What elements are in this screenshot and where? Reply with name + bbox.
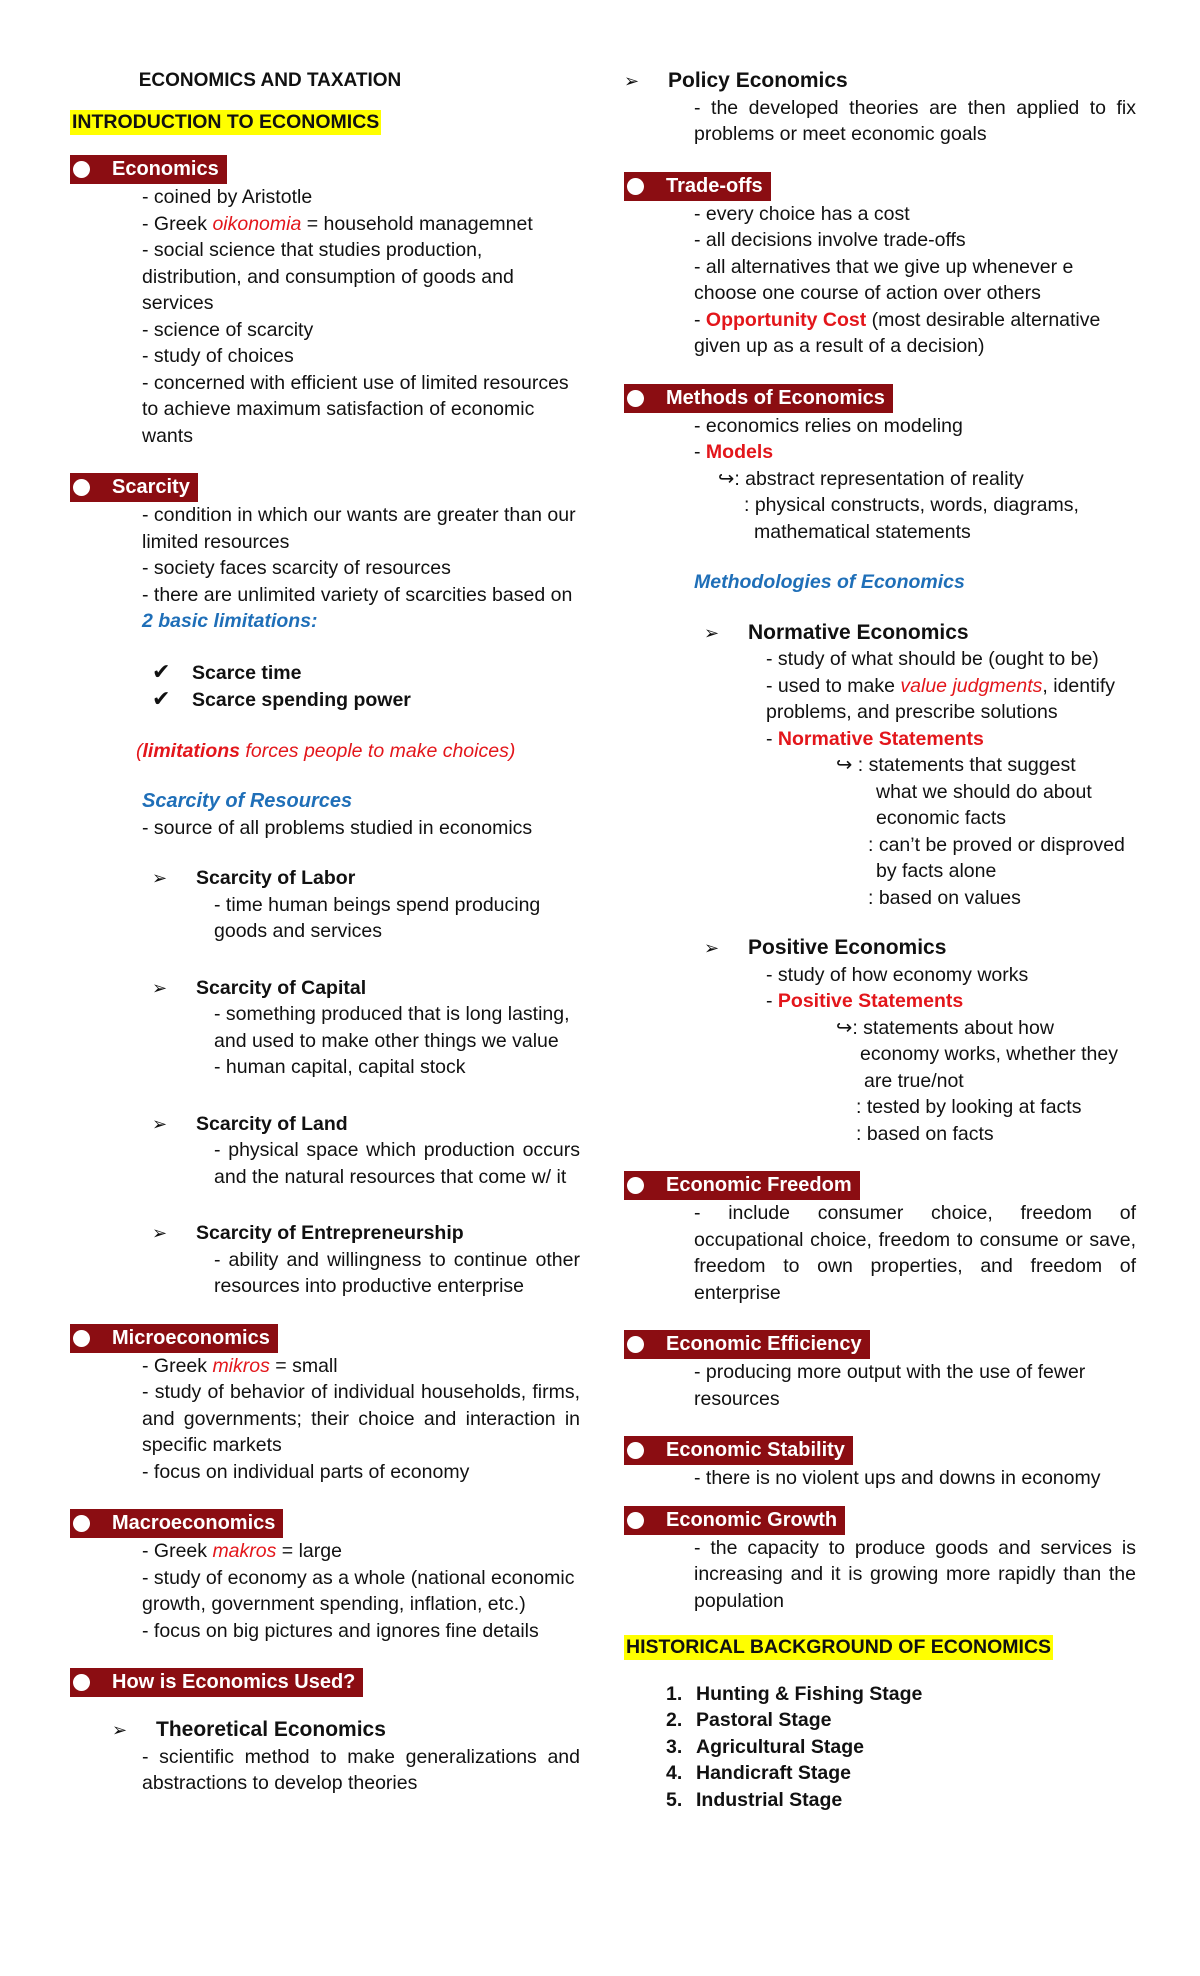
history-heading: HISTORICAL BACKGROUND OF ECONOMICS (626, 1636, 1052, 1658)
tradeoffs-section-label: Trade-offs (624, 172, 771, 201)
bullet-icon (73, 1515, 90, 1532)
methods-section-label: Methods of Economics (624, 384, 893, 413)
arrow-bullet-icon: ➢ (704, 622, 720, 643)
bullet-icon (627, 178, 644, 195)
economics-body: - coined by Aristotle - Greek oikonomia = household managemnet - social science that studies production, distribution, and consumption of goods and services - science of scarcity - study of choices - concerned with efficient use of limited resources to achieve maximum satisfaction of economic wants (142, 186, 569, 447)
bullet-icon (627, 1177, 644, 1194)
freedom-section-label: Economic Freedom (624, 1171, 860, 1200)
growth-section-label: Economic Growth (624, 1506, 845, 1535)
list-item: 1. Hunting & Fishing Stage (666, 1682, 923, 1705)
checkmark-icon: ✔ (152, 658, 171, 684)
policy-economics-body: - the developed theories are then applied to fix problems or meet economic goals (694, 96, 1136, 145)
list-item: 4. Handicraft Stage (666, 1762, 851, 1784)
scarcity-of-resources-heading: Scarcity of Resources (142, 790, 353, 812)
arrow-bullet-icon: ➢ (152, 977, 168, 998)
doc-title: ECONOMICS AND TAXATION (138, 70, 402, 91)
scarcity-section-label: Scarcity (70, 473, 198, 502)
list-item: 3. Agricultural Stage (666, 1735, 864, 1758)
bullet-icon (73, 479, 90, 496)
freedom-body: - include consumer choice, freedom of occupational choice, freedom to consume or save, freedom to own properties, and freedom of enterprise (694, 1202, 1136, 1304)
list-item: 5. Industrial Stage (666, 1788, 843, 1811)
bullet-icon (627, 1512, 644, 1529)
bullet-icon (627, 1442, 644, 1459)
macroeconomics-body: - Greek makros = large - study of economy as a whole (national economic growth, government spending, inflation, etc.) - focus on big pictures and ignores fine details (142, 1540, 575, 1642)
stability-body: - there is no violent ups and downs in economy (694, 1467, 1101, 1489)
stability-section-label: Economic Stability (624, 1436, 853, 1465)
bullet-icon (627, 390, 644, 407)
growth-body: - the capacity to produce goods and services is increasing and it is growing more rapidly than the population (694, 1536, 1136, 1612)
scarcity-body: - condition in which our wants are greater than our limited resources - society faces scarcity of resources - there are unlimited variety of scarcities based on 2 basic limitations: ✔ Scarce time ✔ Scarce spending power (limitations forces people to make choices) Scarcity of Resources - source of all problems studied in economics ➢ Scarcity of Labor - time human beings spend producing goods and services ➢ Scarcity of Capital - something produced that is long lasting, and used to make other things we value - human capital, capital stock ➢ Scarcity of Land - physical space which production occurs and the natural resources that come w/ it ➢ Scarcity of Entrepreneurship - ability and willingness to continue other resources into productive enterprise (136, 504, 580, 1297)
methods-body: - economics relies on modeling - Models ↪: abstract representation of reality : physical constructs, words, diagrams, mathematical statements Methodologies of Economics ➢ Normative Economics - study of what should be (ought to be) - used to make value judgments, identify problems, and prescribe solutions - Normative Statements ↪ : statements that suggest what we should do about economic facts : can’t be proved or disproved by facts alone : based on values ➢ Positive Economics - study of how economy works - Positive Statements ↪: statements about how economy works, whether they are true/not : tested by looking at facts : based on facts (624, 413, 1136, 1148)
microeconomics-section-label: Microeconomics (70, 1324, 278, 1353)
arrow-bullet-icon: ➢ (152, 1223, 168, 1243)
macroeconomics-section-label: Macroeconomics (70, 1509, 283, 1538)
history-stage-list (624, 1681, 1136, 1814)
theoretical-economics: ➢ Theoretical Economics - scientific method to make generalizations and abstractions to develop theories (112, 1718, 580, 1794)
bullet-icon (73, 1674, 90, 1691)
tradeoffs-body: - every choice has a cost - all decisions involve trade-offs - all alternatives that we give up whenever e choose one course of action over others - Opportunity Cost (most desirable alternative given up as a result of a decision) (694, 202, 1101, 357)
microeconomics-body: - Greek mikros = small - study of behavior of individual households, firms, and governments; their choice and interaction in specific markets - focus on individual parts of economy (142, 1354, 580, 1483)
efficiency-section-label: Economic Efficiency (624, 1330, 870, 1359)
economics-section-label: Economics (70, 155, 227, 184)
right-column (624, 68, 1136, 1813)
policy-economics-title: ➢ Policy Economics (624, 68, 1136, 95)
arrow-bullet-icon: ➢ (152, 1113, 168, 1134)
checkmark-icon: ✔ (152, 686, 171, 711)
economics-used-section-label: How is Economics Used? (70, 1668, 363, 1697)
arrow-bullet-icon: ➢ (152, 868, 168, 888)
arrow-bullet-icon: ➢ (112, 1720, 128, 1740)
bullet-icon (73, 161, 90, 178)
limitations-note: (limitations forces people to make choices) (136, 739, 516, 762)
intro-heading: INTRODUCTION TO ECONOMICS (72, 110, 380, 133)
left-column (70, 68, 580, 1797)
methodologies-heading: Methodologies of Economics (694, 571, 965, 593)
efficiency-body: - producing more output with the use of fewer resources (694, 1361, 1086, 1410)
arrow-bullet-icon: ➢ (624, 71, 640, 91)
bullet-icon (73, 1330, 90, 1347)
arrow-bullet-icon: ➢ (704, 938, 720, 958)
bullet-icon (627, 1336, 644, 1353)
list-item: 2. Pastoral Stage (666, 1709, 832, 1731)
